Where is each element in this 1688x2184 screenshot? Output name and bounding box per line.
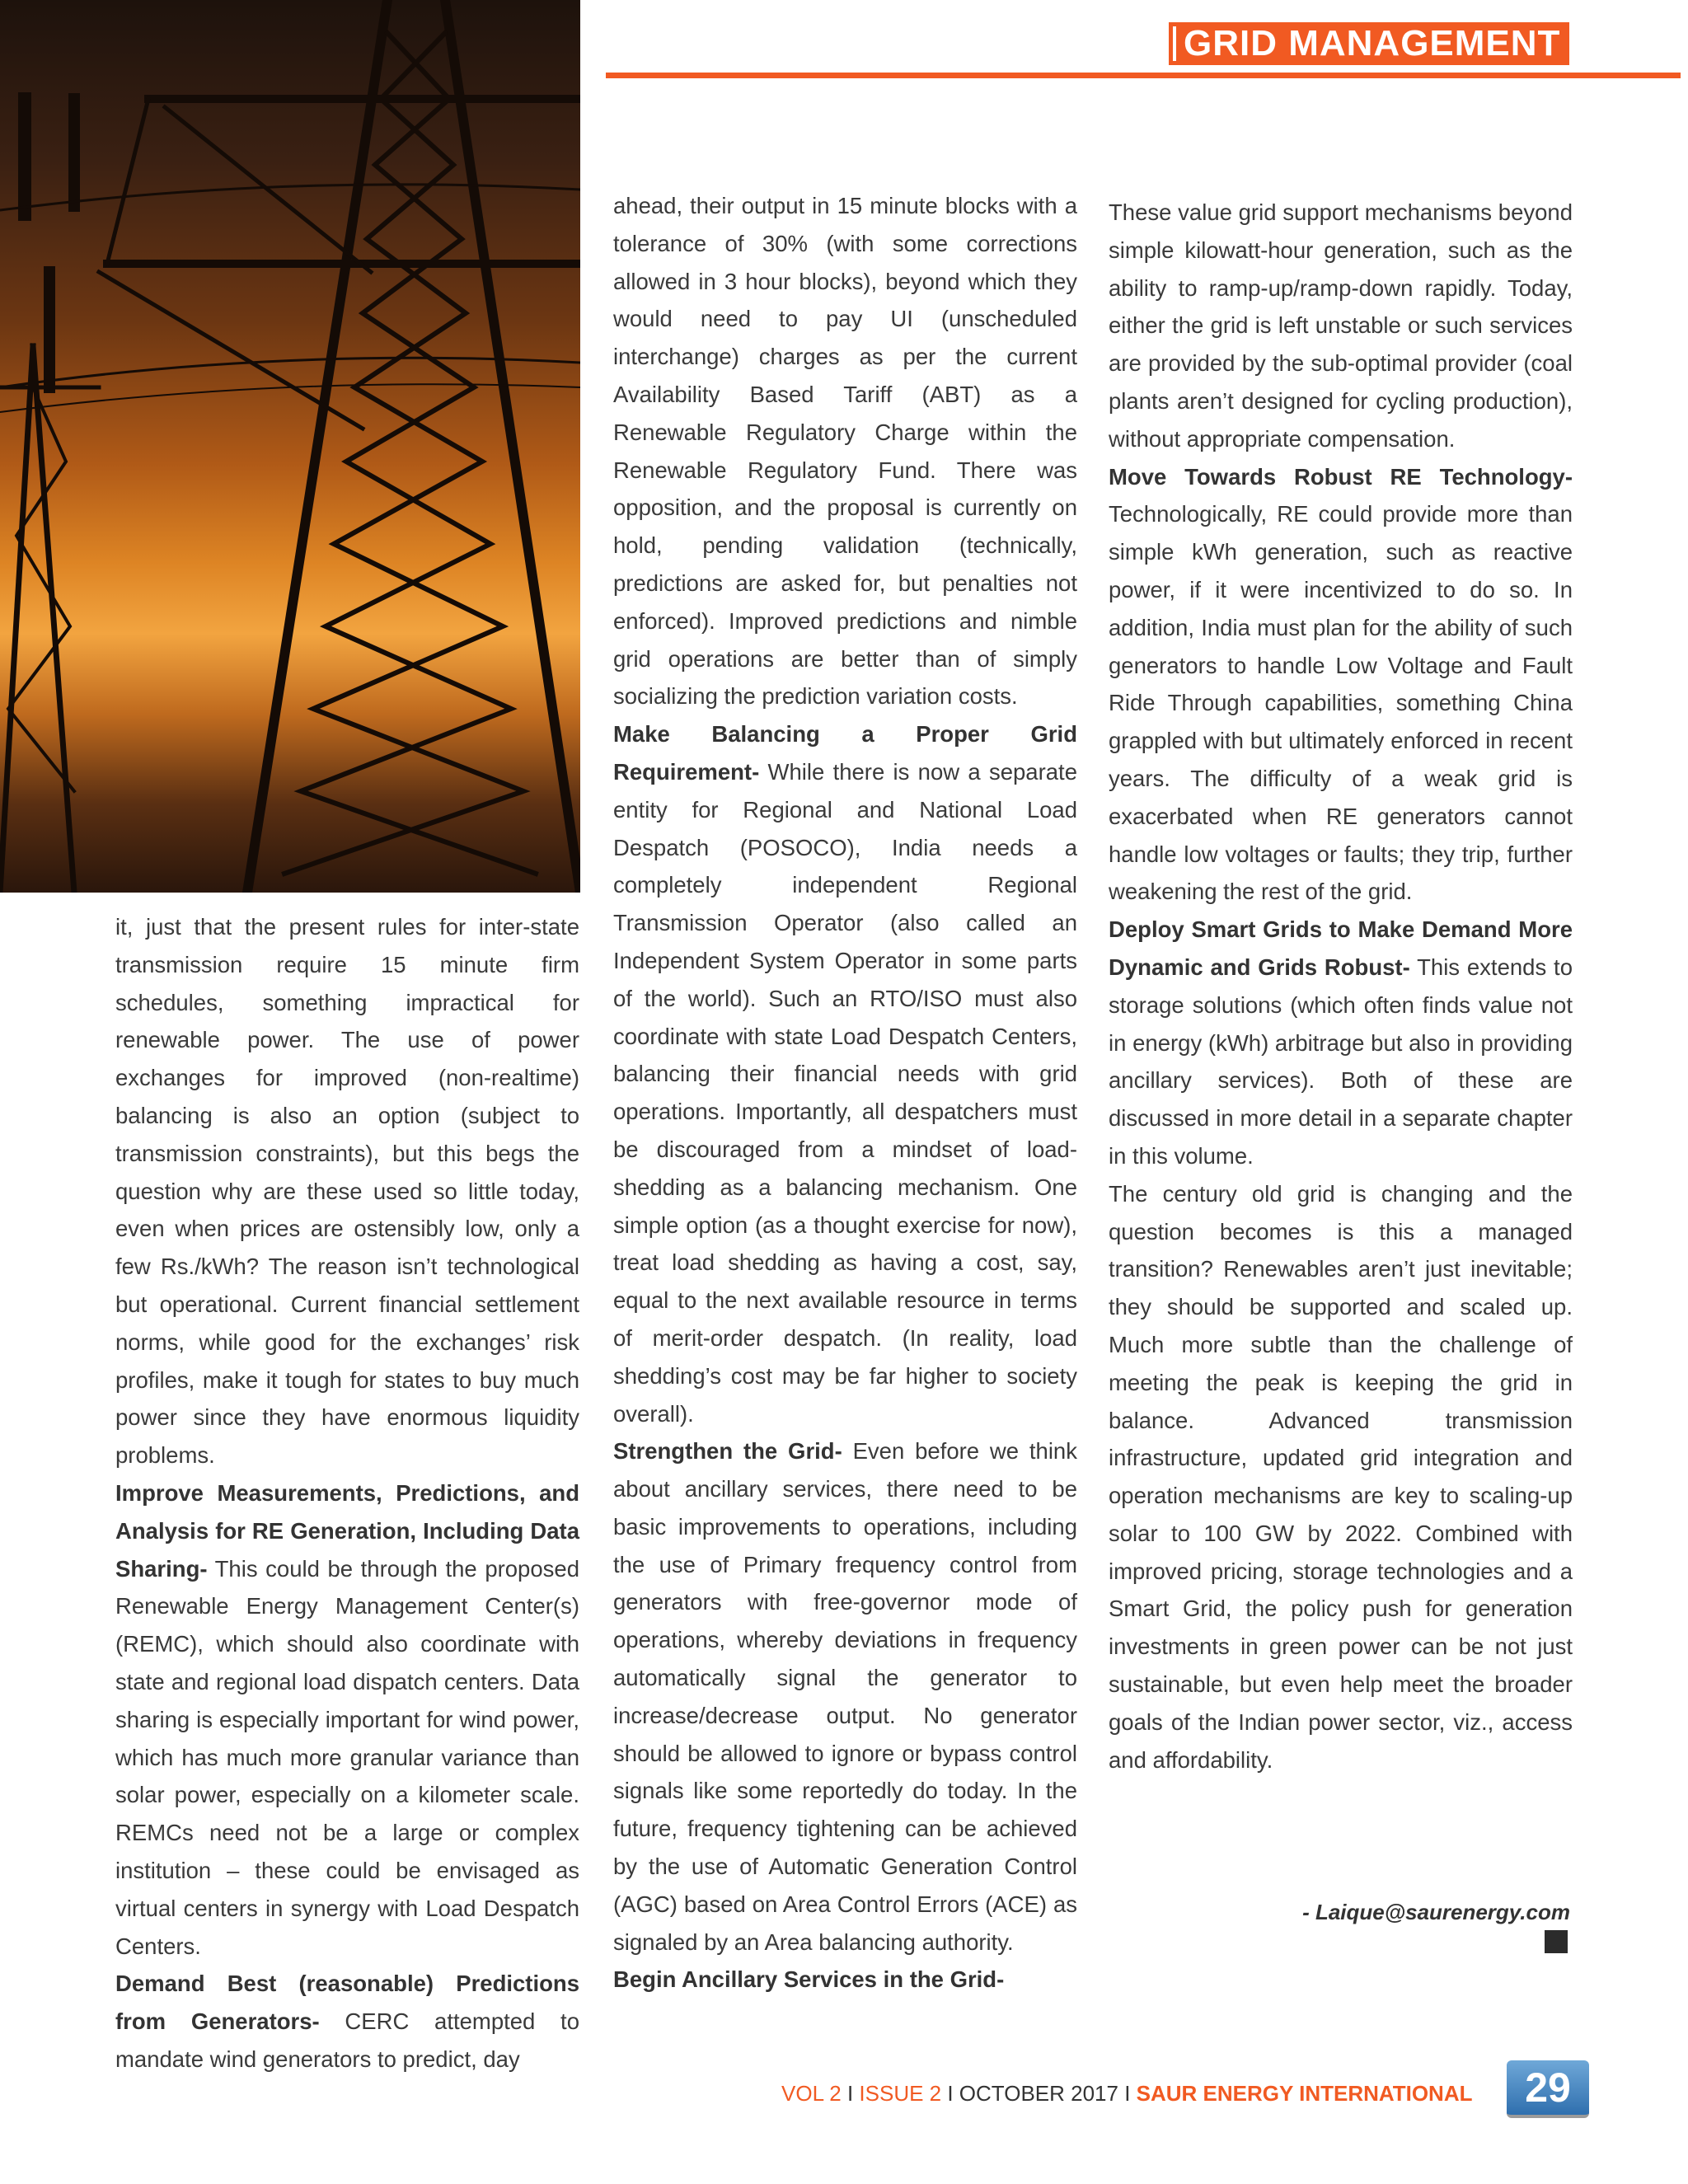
author-signature: - Laique@saurenergy.com	[1302, 1900, 1570, 1924]
article-column-3	[1109, 194, 1573, 1779]
subheading: Strengthen the Grid-	[613, 1438, 842, 1465]
footer-folio: VOL 2 I ISSUE 2 I OCTOBER 2017 I SAUR ENERGY INTERNATIONAL	[781, 2081, 1473, 2106]
footer-date: I OCTOBER 2017 I	[941, 2081, 1137, 2106]
article-column-1	[115, 908, 579, 2079]
transmission-tower-photo	[0, 0, 580, 893]
paragraph: These value grid support mechanisms beyond simple kilowatt-hour generation, such as the ability to ramp-up/ramp-down rapidly. Today, either the grid is left unstable or such services are provided by the sub-optimal provider (coal plants aren’t designed for cycling production), without appropriate compensation.	[1109, 199, 1573, 452]
footer-volume: VOL 2	[781, 2081, 842, 2106]
footer-issue: ISSUE 2	[859, 2081, 942, 2106]
article-column-2	[613, 187, 1077, 1999]
paragraph: it, just that the present rules for inter-state transmission require 15 minute firm schedules, something impractical for renewable power. The use of power exchanges for improved (non-realtime) balancing is also an option (subject to transmission constraints), but this begs the question why are these used so little today, even when prices are ostensibly low, only a few Rs./kWh? The reason isn’t technological but operational. Current financial settlement norms, while good for the exchanges’ risk profiles, make it tough for states to buy much power since they have enormous liquidity problems.	[115, 914, 579, 1469]
tower-silhouette	[0, 0, 580, 893]
page-number: 29	[1507, 2060, 1589, 2118]
paragraph: Make Balancing a Proper Grid Requirement- While there is now a separate entity for Regional and National Load Despatch (POSOCO), India needs a completely independent Regional Transmission Operator (also called an Independent System Operator in some parts of the world). Such an RTO/ISO must also coordinate with state Load Despatch Centers, balancing their financial needs with grid operations. Importantly, all despatchers must be discouraged from a mindset of load-shedding as a balancing mechanism. One simple option (as a thought exercise for now), treat load shedding as having a cost, say, equal to the next available resource in terms of merit-order despatch. (In reality, load shedding’s cost may be far higher to society overall).	[613, 721, 1077, 1427]
paragraph: Demand Best (reasonable) Predictions from Generators- CERC attempted to mandate wind generators to predict, day	[115, 1971, 579, 2072]
paragraph: Deploy Smart Grids to Make Demand More Dynamic and Grids Robust- This extends to storage solutions (which often finds value not in energy (kWh) arbitrage but also in providing ancillary services). Both of these are discussed in more detail in a separate chapter in this volume.	[1109, 916, 1573, 1169]
subheading: Move Towards Robust RE Technology-	[1109, 463, 1573, 490]
subheading: Make Balancing a Proper Grid Requirement-	[613, 721, 1077, 785]
subheading: Improve Measurements, Predictions, and Analysis for RE Generation, Including Data Sharing-	[115, 1479, 579, 1582]
paragraph: Move Towards Robust RE Technology- Technologically, RE could provide more than simple kWh generation, such as reactive power, if it were incentivized to do so. In addition, India must plan for the ability of such generators to handle Low Voltage and Fault Ride Through capabilities, something China grappled with but ultimately enforced in recent years. The difficulty of a weak grid is exacerbated when RE generators cannot handle low voltages or faults; they trip, further weakening the rest of the grid.	[1109, 463, 1573, 905]
footer-magazine: SAUR ENERGY INTERNATIONAL	[1136, 2081, 1473, 2106]
subheading: Demand Best (reasonable) Predictions from Generators-	[115, 1971, 579, 2035]
section-title: GRID MANAGEMENT	[1169, 22, 1569, 65]
paragraph: ahead, their output in 15 minute blocks with a tolerance of 30% (with some corrections allowed in 3 hour blocks), beyond which they would need to pay UI (unscheduled interchange) charges as per the current Availability Based Tariff (ABT) as a Renewable Regulatory Charge within the Renewable Regulatory Fund. There was opposition, and the proposal is currently on hold, pending validation (technically, predictions are asked for, but penalties not enforced). Improved predictions and nimble grid operations are better than of simply socializing the prediction variation costs.	[613, 193, 1077, 710]
paragraph: Improve Measurements, Predictions, and Analysis for RE Generation, Including Data Sharing- This could be through the proposed Renewable Energy Management Center(s) (REMC), which should also coordinate with state and regional load dispatch centers. Data sharing is especially important for wind power, which has much more granular variance than solar power, especially on a kilometer scale. REMCs need not be a large or complex institution – these could be envisaged as virtual centers in synergy with Load Despatch Centers.	[115, 1479, 579, 1959]
subheading: Begin Ancillary Services in the Grid-	[613, 1966, 1005, 1993]
end-of-article-mark	[1545, 1930, 1568, 1953]
paragraph: The century old grid is changing and the question becomes is this a managed transition? Renewables aren’t just inevitable; they should be supported and scaled up. Much more subtle than the challenge of meeting the peak is keeping the grid in balance. Advanced transmission infrastructure, updated grid integration and operation mechanisms are key to scaling-up solar to 100 GW by 2022. Combined with improved pricing, storage technologies and a Smart Grid, the policy push for generation investments in green power can be not just sustainable, but even help meet the broader goals of the Indian power sector, viz., access and affordability.	[1109, 1180, 1573, 1773]
paragraph: Strengthen the Grid- Even before we think about ancillary services, there need to be basic improvements to operations, including the use of Primary frequency control from generators with free-governor mode of operations, whereby deviations in frequency automatically signal the generator to increase/decrease output. No generator should be allowed to ignore or bypass control signals like some reportedly do today. In the future, frequency tightening can be achieved by the use of Automatic Generation Control (AGC) based on Area Control Errors (ACE) as signaled by an Area balancing authority.	[613, 1438, 1077, 1955]
header-rule	[606, 73, 1681, 78]
paragraph	[613, 1961, 1077, 1999]
subheading: Deploy Smart Grids to Make Demand More Dynamic and Grids Robust-	[1109, 916, 1573, 980]
